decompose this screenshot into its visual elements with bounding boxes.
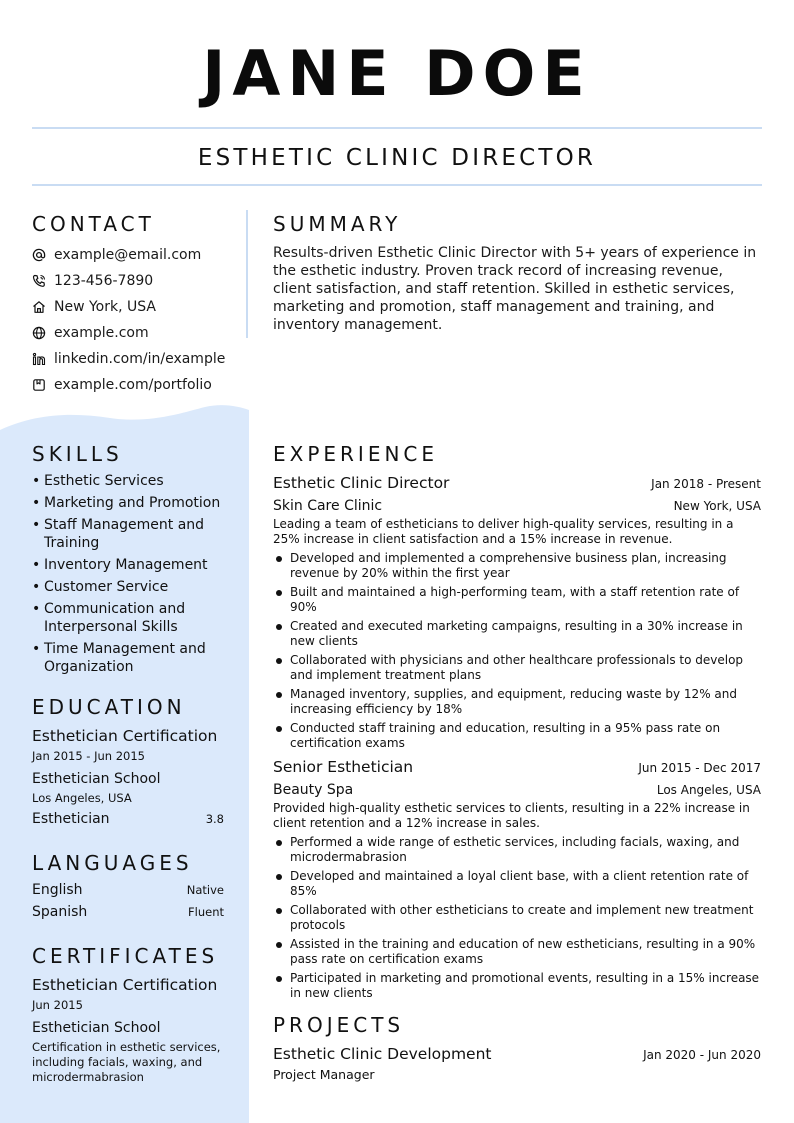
contact-location xyxy=(32,294,242,320)
job-bullet: Created and executed marketing campaigns, resulting in a 30% increase in new clients xyxy=(273,619,761,649)
skill-item: • Esthetic Services xyxy=(32,472,242,490)
linkedin-icon xyxy=(32,352,46,366)
job-bullet: Developed and maintained a loyal client base, with a client retention rate of 85% xyxy=(273,869,761,899)
education-field: Esthetician xyxy=(32,811,110,827)
certificate-issuer: Esthetician School xyxy=(32,1020,161,1036)
skill-item: • Communication and Interpersonal Skills xyxy=(32,600,242,636)
language-name: Spanish xyxy=(32,904,88,920)
contact-website[interactable] xyxy=(32,320,242,346)
job-bullet: Developed and implemented a comprehensive business plan, increasing revenue by 20% within the first year xyxy=(273,551,761,581)
column-divider xyxy=(246,210,248,338)
skill-item: • Customer Service xyxy=(32,578,242,596)
contact-portfolio[interactable] xyxy=(32,372,242,398)
job-company-row xyxy=(273,497,761,515)
contact-email-text: example@email.com xyxy=(54,247,202,263)
contact-location-text: New York, USA xyxy=(54,299,156,315)
header-top-rule xyxy=(32,127,762,129)
contact-website-text: example.com xyxy=(54,325,149,341)
job-bullet: Participated in marketing and promotional events, resulting in a 15% increase in new clients xyxy=(273,971,761,1001)
project-dates: Jan 2020 - Jun 2020 xyxy=(643,1048,761,1062)
skill-item: • Time Management and Organization xyxy=(32,640,242,676)
contact-portfolio-text: example.com/portfolio xyxy=(54,377,212,393)
job-dates: Jan 2018 - Present xyxy=(651,477,761,491)
skill-item: • Inventory Management xyxy=(32,556,242,574)
job-description: Provided high-quality esthetic services to clients, resulting in a 22% increase in client retention and a 12% increase in sales. xyxy=(273,801,750,830)
contact-phone-text: 123-456-7890 xyxy=(54,273,154,289)
experience-heading: EXPERIENCE xyxy=(273,442,439,466)
project-role: Project Manager xyxy=(273,1067,375,1082)
language-row xyxy=(32,881,224,903)
job-bullets xyxy=(273,835,761,1001)
job-bullet: Performed a wide range of esthetic services, including facials, waxing, and microdermabrasion xyxy=(273,835,761,865)
projects-heading: PROJECTS xyxy=(273,1013,405,1037)
job-bullet: Conducted staff training and education, resulting in a 95% pass rate on certification exams xyxy=(273,721,761,751)
skill-item: • Staff Management and Training xyxy=(32,516,242,552)
job-bullets xyxy=(273,551,761,751)
contact-linkedin[interactable] xyxy=(32,346,242,372)
certificate-description: Certification in esthetic services, including facials, waxing, and microdermabrasion xyxy=(32,1040,221,1084)
job-dates: Jun 2015 - Dec 2017 xyxy=(638,761,761,775)
phone-icon xyxy=(32,274,46,288)
language-level: Fluent xyxy=(188,905,224,919)
language-name: English xyxy=(32,882,83,898)
education-dates: Jan 2015 - Jun 2015 xyxy=(32,749,146,763)
job-company: Skin Care Clinic xyxy=(273,498,383,514)
job-entry xyxy=(273,473,761,755)
contact-email[interactable] xyxy=(32,242,242,268)
education-entry xyxy=(32,726,224,828)
job-entry xyxy=(273,757,761,1005)
job-bullet: Collaborated with other estheticians to create and implement new treatment protocols xyxy=(273,903,761,933)
languages-list xyxy=(32,881,224,925)
skills-heading: SKILLS xyxy=(32,442,123,466)
education-heading: EDUCATION xyxy=(32,695,186,719)
contact-linkedin-text: linkedin.com/in/example xyxy=(54,351,226,367)
job-location: Los Angeles, USA xyxy=(656,783,761,797)
language-row xyxy=(32,903,224,925)
summary-heading: SUMMARY xyxy=(273,212,402,236)
job-bullet: Built and maintained a high-performing team, with a staff retention rate of 90% xyxy=(273,585,761,615)
summary-text: Results-driven Esthetic Clinic Director with 5+ years of experience in the esthetic industry. Proven track record of increasing revenue, client satisfaction, and staff retention. Skilled in esthetic services, marketing and promotion, staff management and training, and inventory management. xyxy=(273,245,757,333)
home-icon xyxy=(32,300,46,314)
job-title-heading: ESTHETIC CLINIC DIRECTOR xyxy=(197,145,597,171)
certificate-entry xyxy=(32,975,232,1085)
project-entry xyxy=(273,1044,761,1084)
project-name: Esthetic Clinic Development xyxy=(273,1045,492,1063)
globe-icon xyxy=(32,326,46,340)
job-company-row xyxy=(273,781,761,799)
job-description: Leading a team of estheticians to deliver high-quality services, resulting in a 25% increase in client satisfaction and a 15% increase in revenue. xyxy=(273,517,734,546)
job-bullet: Assisted in the training and education of new estheticians, resulting in a 90% pass rate on certification exams xyxy=(273,937,761,967)
contact-list xyxy=(32,242,242,398)
skills-list xyxy=(32,472,242,680)
header-bottom-rule xyxy=(32,184,762,186)
job-title: Esthetic Clinic Director xyxy=(273,474,450,492)
job-company: Beauty Spa xyxy=(273,782,354,798)
project-title-row xyxy=(273,1044,761,1064)
at-icon xyxy=(32,248,46,262)
contact-phone[interactable] xyxy=(32,268,242,294)
job-title: Senior Esthetician xyxy=(273,758,414,776)
education-gpa: 3.8 xyxy=(205,812,224,826)
languages-heading: LANGUAGES xyxy=(32,851,193,875)
job-title-row xyxy=(273,757,761,777)
education-field-row xyxy=(32,810,224,828)
education-location: Los Angeles, USA xyxy=(32,791,132,805)
education-school: Esthetician School xyxy=(32,771,161,787)
candidate-name: JANE DOE xyxy=(202,37,592,110)
language-level: Native xyxy=(186,883,224,897)
certificates-heading: CERTIFICATES xyxy=(32,944,219,968)
contact-heading: CONTACT xyxy=(32,212,155,236)
certificate-name: Esthetician Certification xyxy=(32,976,218,994)
job-location: New York, USA xyxy=(673,499,761,513)
education-degree: Esthetician Certification xyxy=(32,727,218,745)
job-title-row xyxy=(273,473,761,493)
job-bullet: Collaborated with physicians and other healthcare professionals to develop and implement treatment plans xyxy=(273,653,761,683)
certificate-date: Jun 2015 xyxy=(32,998,83,1012)
skill-item: • Marketing and Promotion xyxy=(32,494,242,512)
job-bullet: Managed inventory, supplies, and equipment, reducing waste by 12% and increasing efficiency by 18% xyxy=(273,687,761,717)
portfolio-icon xyxy=(32,378,46,392)
